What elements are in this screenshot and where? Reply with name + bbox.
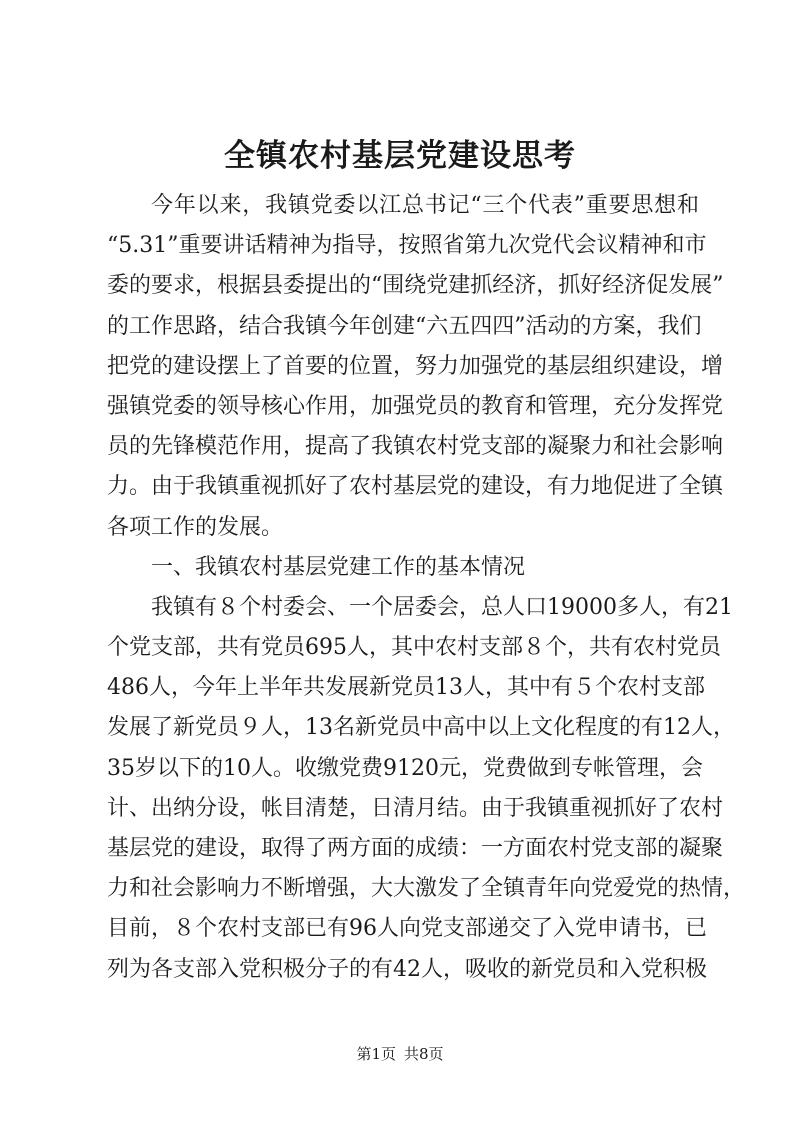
document-body — [107, 186, 746, 990]
body-line: 的工作思路，结合我镇今年创建“六五四四”活动的方案，我们 — [107, 313, 702, 339]
body-line: 目前，８个农村支部已有96人向党支部递交了入党申请书，已 — [107, 916, 707, 942]
body-line: “5.31”重要讲话精神为指导，按照省第九次党代会议精神和市 — [107, 233, 707, 259]
body-line: 委的要求，根据县委提出的“围绕党建抓经济，抓好经济促发展” — [107, 273, 724, 299]
document-title: 全镇农村基层党建设思考 — [224, 138, 576, 174]
body-line: 强镇党委的领导核心作用，加强党员的教育和管理，充分发挥党 — [107, 393, 724, 419]
section-heading: 一、我镇农村基层党建工作的基本情况 — [151, 554, 526, 580]
body-line: 基层党的建设，取得了两方面的成绩：一方面农村党支部的凝聚 — [107, 836, 724, 861]
body-line: 力。由于我镇重视抓好了农村基层党的建设，有力地促进了全镇 — [107, 474, 724, 500]
body-line: 各项工作的发展。 — [107, 514, 284, 540]
page-footer — [0, 1044, 800, 1064]
body-line: 个党支部，共有党员695人，其中农村支部８个，共有农村党员 — [107, 635, 721, 661]
body-line: 员的先锋模范作用，提高了我镇农村党支部的凝聚力和社会影响 — [107, 434, 724, 460]
body-line: 今年以来，我镇党委以江总书记“三个代表”重要思想和 — [151, 193, 699, 218]
body-line: 计、出纳分设，帐目清楚，日清月结。由于我镇重视抓好了农村 — [107, 795, 724, 821]
body-line: 把党的建设摆上了首要的位置，努力加强党的基层组织建设，增 — [107, 353, 724, 379]
body-line: 列为各支部入党积极分子的有42人，吸收的新党员和入党积极 — [107, 956, 707, 982]
page-total: 共8页 — [404, 1045, 444, 1063]
page-number: 第1页 — [356, 1045, 396, 1063]
body-line: 力和社会影响力不断增强，大大激发了全镇青年向党爱党的热情， — [107, 876, 746, 902]
body-line: 发展了新党员９人，13名新党员中高中以上文化程度的有12人， — [107, 715, 735, 741]
body-line: 35岁以下的10人。收缴党费9120元，党费做到专帐管理，会 — [107, 755, 703, 781]
body-line: 486人，今年上半年共发展新党员13人，其中有５个农村支部 — [107, 675, 705, 701]
body-line: 我镇有８个村委会、一个居委会，总人口19000多人，有21 — [151, 594, 733, 620]
